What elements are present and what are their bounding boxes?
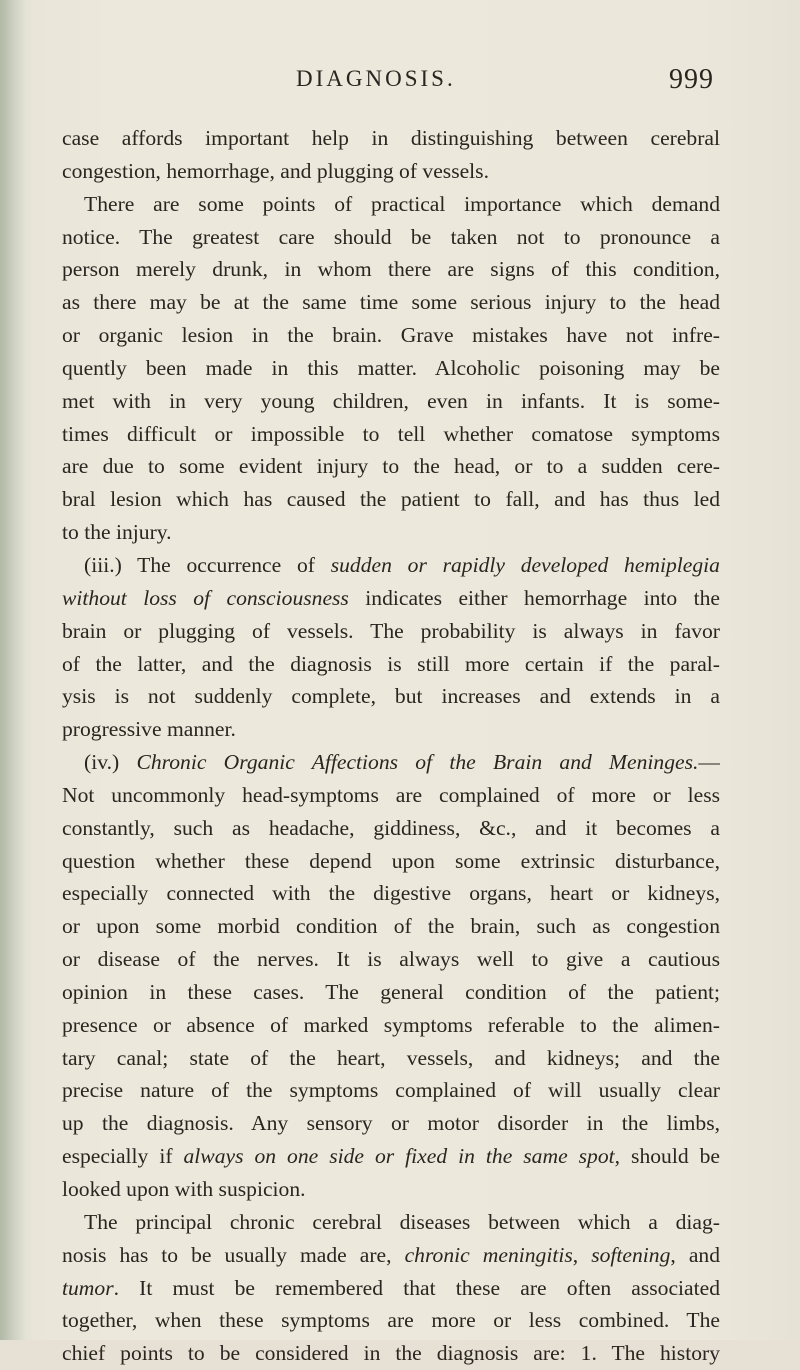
text-segment: question whether these depend upon some extrinsic disturbance, [62, 848, 720, 873]
italic-phrase: chronic meningitis [404, 1242, 573, 1267]
italic-phrase: sudden or rapidly developed hemiplegia [330, 552, 720, 577]
text-line [62, 812, 720, 845]
text-line [62, 746, 720, 779]
text-line [62, 221, 720, 254]
text-segment: times difficult or impossible to tell whether comatose symptoms [62, 421, 720, 446]
text-segment: Not uncommonly head-symptoms are complained of more or less [62, 782, 720, 807]
text-segment: presence or absence of marked symptoms referable to the alimen- [62, 1012, 720, 1037]
text-line [62, 713, 720, 746]
text-segment: indicates either hemorrhage into the [348, 585, 720, 610]
text-line [62, 877, 720, 910]
running-title: DIAGNOSIS. [296, 66, 456, 91]
text-line [62, 1206, 720, 1239]
text-line [62, 582, 720, 615]
text-segment: (iii.) The occurrence of [84, 552, 331, 577]
text-segment: met with in very young children, even in infants. It is some- [62, 388, 720, 413]
text-line [62, 1337, 720, 1370]
text-line [62, 1107, 720, 1140]
binding-gutter-shadow [0, 0, 26, 1340]
text-segment: case affords important help in distinguishing between cerebral [62, 126, 720, 150]
text-segment: . It must be remembered that these are often associated [113, 1275, 720, 1300]
text-segment: , and [670, 1242, 720, 1267]
running-head [296, 66, 714, 98]
text-line [62, 680, 720, 713]
text-segment: chief points to be considered in the diagnosis are: 1. The history [62, 1341, 720, 1366]
text-segment: to the injury. [62, 520, 172, 545]
text-segment: as there may be at the same time some serious injury to the head [62, 290, 720, 315]
text-segment: constantly, such as headache, giddiness, &c., and it becomes a [62, 815, 720, 840]
text-segment: precise nature of the symptoms complained of will usually clear [62, 1078, 720, 1103]
text-segment: congestion, hemorrhage, and plugging of vessels. [62, 158, 489, 183]
text-segment: up the diagnosis. Any sensory or motor disorder in the limbs, [62, 1111, 720, 1136]
text-segment: (iv.) [84, 750, 137, 775]
text-line [62, 122, 720, 155]
text-segment: progressive manner. [62, 717, 236, 742]
text-line [62, 845, 720, 878]
italic-phrase: tumor [62, 1275, 114, 1300]
text-segment: — [698, 750, 720, 775]
text-line [62, 648, 720, 681]
text-segment: looked upon with suspicion. [62, 1177, 306, 1201]
text-line [62, 418, 720, 451]
text-line [62, 615, 720, 648]
text-line [62, 976, 720, 1009]
text-segment: , should be [614, 1144, 720, 1169]
text-line [62, 1042, 720, 1075]
text-segment: notice. The greatest care should be taken not to pronounce a [62, 224, 720, 249]
text-segment: of the latter, and the diagnosis is still more certain if the paral- [62, 651, 720, 676]
text-line [62, 910, 720, 943]
text-line [62, 286, 720, 319]
text-line [62, 253, 720, 286]
text-segment: There are some points of practical importance which demand [84, 191, 720, 216]
text-line [62, 450, 720, 483]
italic-phrase: without loss of consciousness [62, 585, 349, 610]
text-line [62, 155, 720, 188]
text-line [62, 1173, 720, 1206]
text-line [62, 483, 720, 516]
text-segment: together, when these symptoms are more or less combined. The [62, 1308, 720, 1333]
text-segment: or organic lesion in the brain. Grave mistakes have not infre- [62, 323, 720, 348]
text-line [62, 352, 720, 385]
italic-phrase: always on one side or fixed in the same spot [183, 1144, 615, 1169]
text-segment: especially if [62, 1144, 184, 1169]
text-line [62, 1239, 720, 1272]
text-line [62, 385, 720, 418]
body-text [62, 122, 720, 1370]
text-line [62, 1074, 720, 1107]
text-line [62, 319, 720, 352]
text-line [62, 188, 720, 221]
text-segment: especially connected with the digestive organs, heart or kidneys, [62, 881, 720, 906]
text-line [62, 943, 720, 976]
text-line [62, 779, 720, 812]
text-segment: quently been made in this matter. Alcoholic poisoning may be [62, 355, 720, 380]
italic-phrase: softening [591, 1242, 671, 1267]
text-line [62, 1304, 720, 1337]
text-line [62, 1009, 720, 1042]
text-line [62, 1140, 720, 1173]
text-line [62, 1272, 720, 1305]
text-segment: person merely drunk, in whom there are signs of this condition, [62, 257, 720, 282]
text-segment: opinion in these cases. The general condition of the patient; [62, 979, 720, 1004]
page-number: 999 [669, 64, 714, 95]
text-segment: brain or plugging of vessels. The probability is always in favor [62, 618, 720, 643]
text-segment: bral lesion which has caused the patient to fall, and has thus led [62, 487, 720, 512]
text-segment: or disease of the nerves. It is always well to give a cautious [62, 947, 720, 972]
italic-phrase: Chronic Organic Affections of the Brain and Meninges. [136, 750, 699, 775]
text-segment: are due to some evident injury to the head, or to a sudden cere- [62, 454, 720, 479]
text-segment: nosis has to be usually made are, [62, 1242, 405, 1267]
text-line [62, 516, 720, 549]
text-segment: The principal chronic cerebral diseases between which a diag- [84, 1209, 720, 1234]
text-segment: tary canal; state of the heart, vessels, and kidneys; and the [62, 1045, 720, 1070]
text-segment: , [572, 1242, 592, 1267]
text-segment: or upon some morbid condition of the brain, such as congestion [62, 914, 720, 939]
text-segment: ysis is not suddenly complete, but increases and extends in a [62, 684, 720, 709]
text-line [62, 549, 720, 582]
